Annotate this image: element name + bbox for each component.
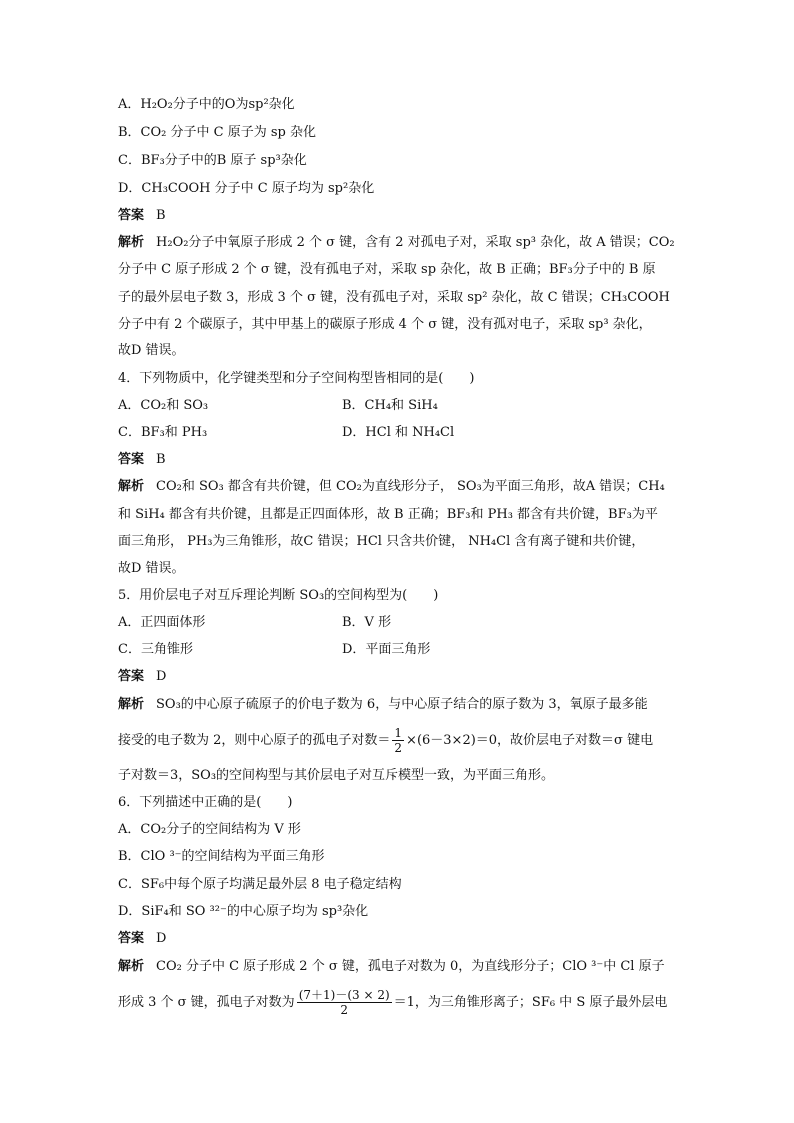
q4-option-c[interactable]: C．BF₃和 PH₃	[118, 425, 208, 440]
q3-analysis-line-2: 分子中 C 原子形成 2 个 σ 键，没有孤电子对，采取 sp 杂化，故 B 正确；BF₃分子中的 B 原	[118, 262, 656, 277]
q5-option-c[interactable]: C．三角锥形	[118, 642, 193, 657]
q6-stem: 6．下列描述中正确的是( )	[118, 795, 293, 810]
answer-label: 答案	[118, 452, 145, 467]
q5-option-a[interactable]: A．正四面体形	[118, 615, 206, 630]
q5-analysis-text-2b: ×(6－3×2)＝0，故价层电子对数＝σ 键电	[406, 733, 654, 748]
q6-analysis-text-2b: ＝1，为三角锥形离子；SF₆ 中 S 原子最外层电	[393, 995, 668, 1010]
q6-option-a[interactable]: A．CO₂分子的空间结构为 V 形	[118, 822, 301, 837]
q4-option-d[interactable]: D．HCl 和 NH₄Cl	[342, 425, 455, 440]
q3-option-b[interactable]: B．CO₂ 分子中 C 原子为 sp 杂化	[118, 125, 316, 140]
q6-option-d[interactable]: D．SiF₄和 SO ³²⁻的中心原子均为 sp³杂化	[118, 904, 369, 919]
answer-label: 答案	[118, 931, 145, 946]
q3-option-d[interactable]: D．CH₃COOH 分子中 C 原子均为 sp²杂化	[118, 181, 375, 196]
q6-answer-value: D	[156, 931, 167, 946]
q5-option-d[interactable]: D．平面三角形	[342, 642, 431, 657]
q4-answer-value: B	[156, 452, 166, 467]
q4-analysis-line-3: 面三角形， PH₃为三角锥形，故C 错误；HCl 只含共价键， NH₄Cl 含有离子键和共价键，	[118, 534, 645, 549]
q4-analysis-line-2: 和 SiH₄ 都含有共价键，且都是正四面体形，故 B 正确；BF₃和 PH₃ 都含有共价键，BF₃为平	[118, 507, 658, 522]
q6-analysis-text-1: CO₂ 分子中 C 原子形成 2 个 σ 键，孤电子对数为 0，为直线形分子；ClO ³⁻中 Cl 原子	[156, 959, 665, 974]
q3-analysis-line-4: 分子中有 2 个碳原子，其中甲基上的碳原子形成 4 个 σ 键，没有孤对电子，采取 sp³ 杂化，	[118, 317, 652, 332]
q5-analysis-line-2	[118, 726, 653, 755]
analysis-label: 解析	[118, 697, 145, 712]
analysis-label: 解析	[118, 479, 145, 494]
q3-answer-value: B	[156, 208, 166, 223]
q5-analysis-text-2a: 接受的电子数为 2，则中心原子的孤电子对数＝	[118, 733, 391, 748]
fraction-numerator: (7＋1)－(3 × 2)	[298, 988, 390, 1002]
fraction	[297, 988, 392, 1017]
q4-analysis-text-1: CO₂和 SO₃ 都含有共价键，但 CO₂为直线形分子， SO₃为平面三角形，故A 错误；CH₄	[156, 479, 665, 494]
q4-analysis-line-4: 故D 错误。	[118, 561, 185, 576]
q6-answer-line	[118, 930, 166, 947]
q3-analysis-line-3: 子的最外层电子数 3，形成 3 个 σ 键，没有孤电子对，采取 sp² 杂化，故 C 错误；CH₃COOH	[118, 290, 670, 305]
q3-option-c[interactable]: C．BF₃分子中的B 原子 sp³杂化	[118, 153, 307, 168]
q6-option-c[interactable]: C．SF₆中每个原子均满足最外层 8 电子稳定结构	[118, 877, 402, 892]
answer-label: 答案	[118, 208, 145, 223]
q3-option-a[interactable]: A．H₂O₂分子中的O为sp²杂化	[118, 97, 295, 112]
q5-answer-value: D	[156, 669, 167, 684]
q5-option-b[interactable]: B．V 形	[342, 615, 392, 630]
q4-option-b[interactable]: B．CH₄和 SiH₄	[342, 398, 438, 413]
fraction-denominator: 2	[394, 741, 403, 755]
q5-analysis-line-1	[118, 696, 648, 713]
q4-option-a[interactable]: A．CO₂和 SO₃	[118, 398, 209, 413]
fraction-denominator: 2	[340, 1003, 348, 1017]
q6-analysis-line-1	[118, 958, 665, 975]
q4-stem: 4．下列物质中，化学键类型和分子空间构型皆相同的是( )	[118, 371, 475, 386]
fraction-numerator: 1	[394, 726, 403, 740]
q5-stem: 5．用价层电子对互斥理论判断 SO₃的空间构型为( )	[118, 588, 439, 603]
q3-answer-line	[118, 207, 166, 224]
analysis-label: 解析	[118, 959, 145, 974]
analysis-label: 解析	[118, 235, 145, 250]
q4-answer-line	[118, 451, 166, 468]
q3-analysis-line-1	[118, 234, 675, 251]
q5-analysis-text-1: SO₃的中心原子硫原子的价电子数为 6，与中心原子结合的原子数为 3，氧原子最多能	[156, 697, 648, 712]
q4-analysis-line-1	[118, 478, 665, 495]
q5-answer-line	[118, 668, 166, 685]
q3-analysis-line-5: 故D 错误。	[118, 343, 185, 358]
q3-analysis-text-1: H₂O₂分子中氧原子形成 2 个 σ 键，含有 2 对孤电子对，采取 sp³ 杂化，故 A 错误；CO₂	[156, 235, 675, 250]
answer-label: 答案	[118, 669, 145, 684]
q5-analysis-line-3: 子对数＝3，SO₃的空间构型与其价层电子对互斥模型一致，为平面三角形。	[118, 768, 555, 783]
q6-analysis-text-2a: 形成 3 个 σ 键，孤电子对数为	[118, 995, 295, 1010]
q6-option-b[interactable]: B．ClO ³⁻的空间结构为平面三角形	[118, 849, 325, 864]
fraction	[392, 726, 404, 755]
q6-analysis-line-2	[118, 988, 667, 1017]
